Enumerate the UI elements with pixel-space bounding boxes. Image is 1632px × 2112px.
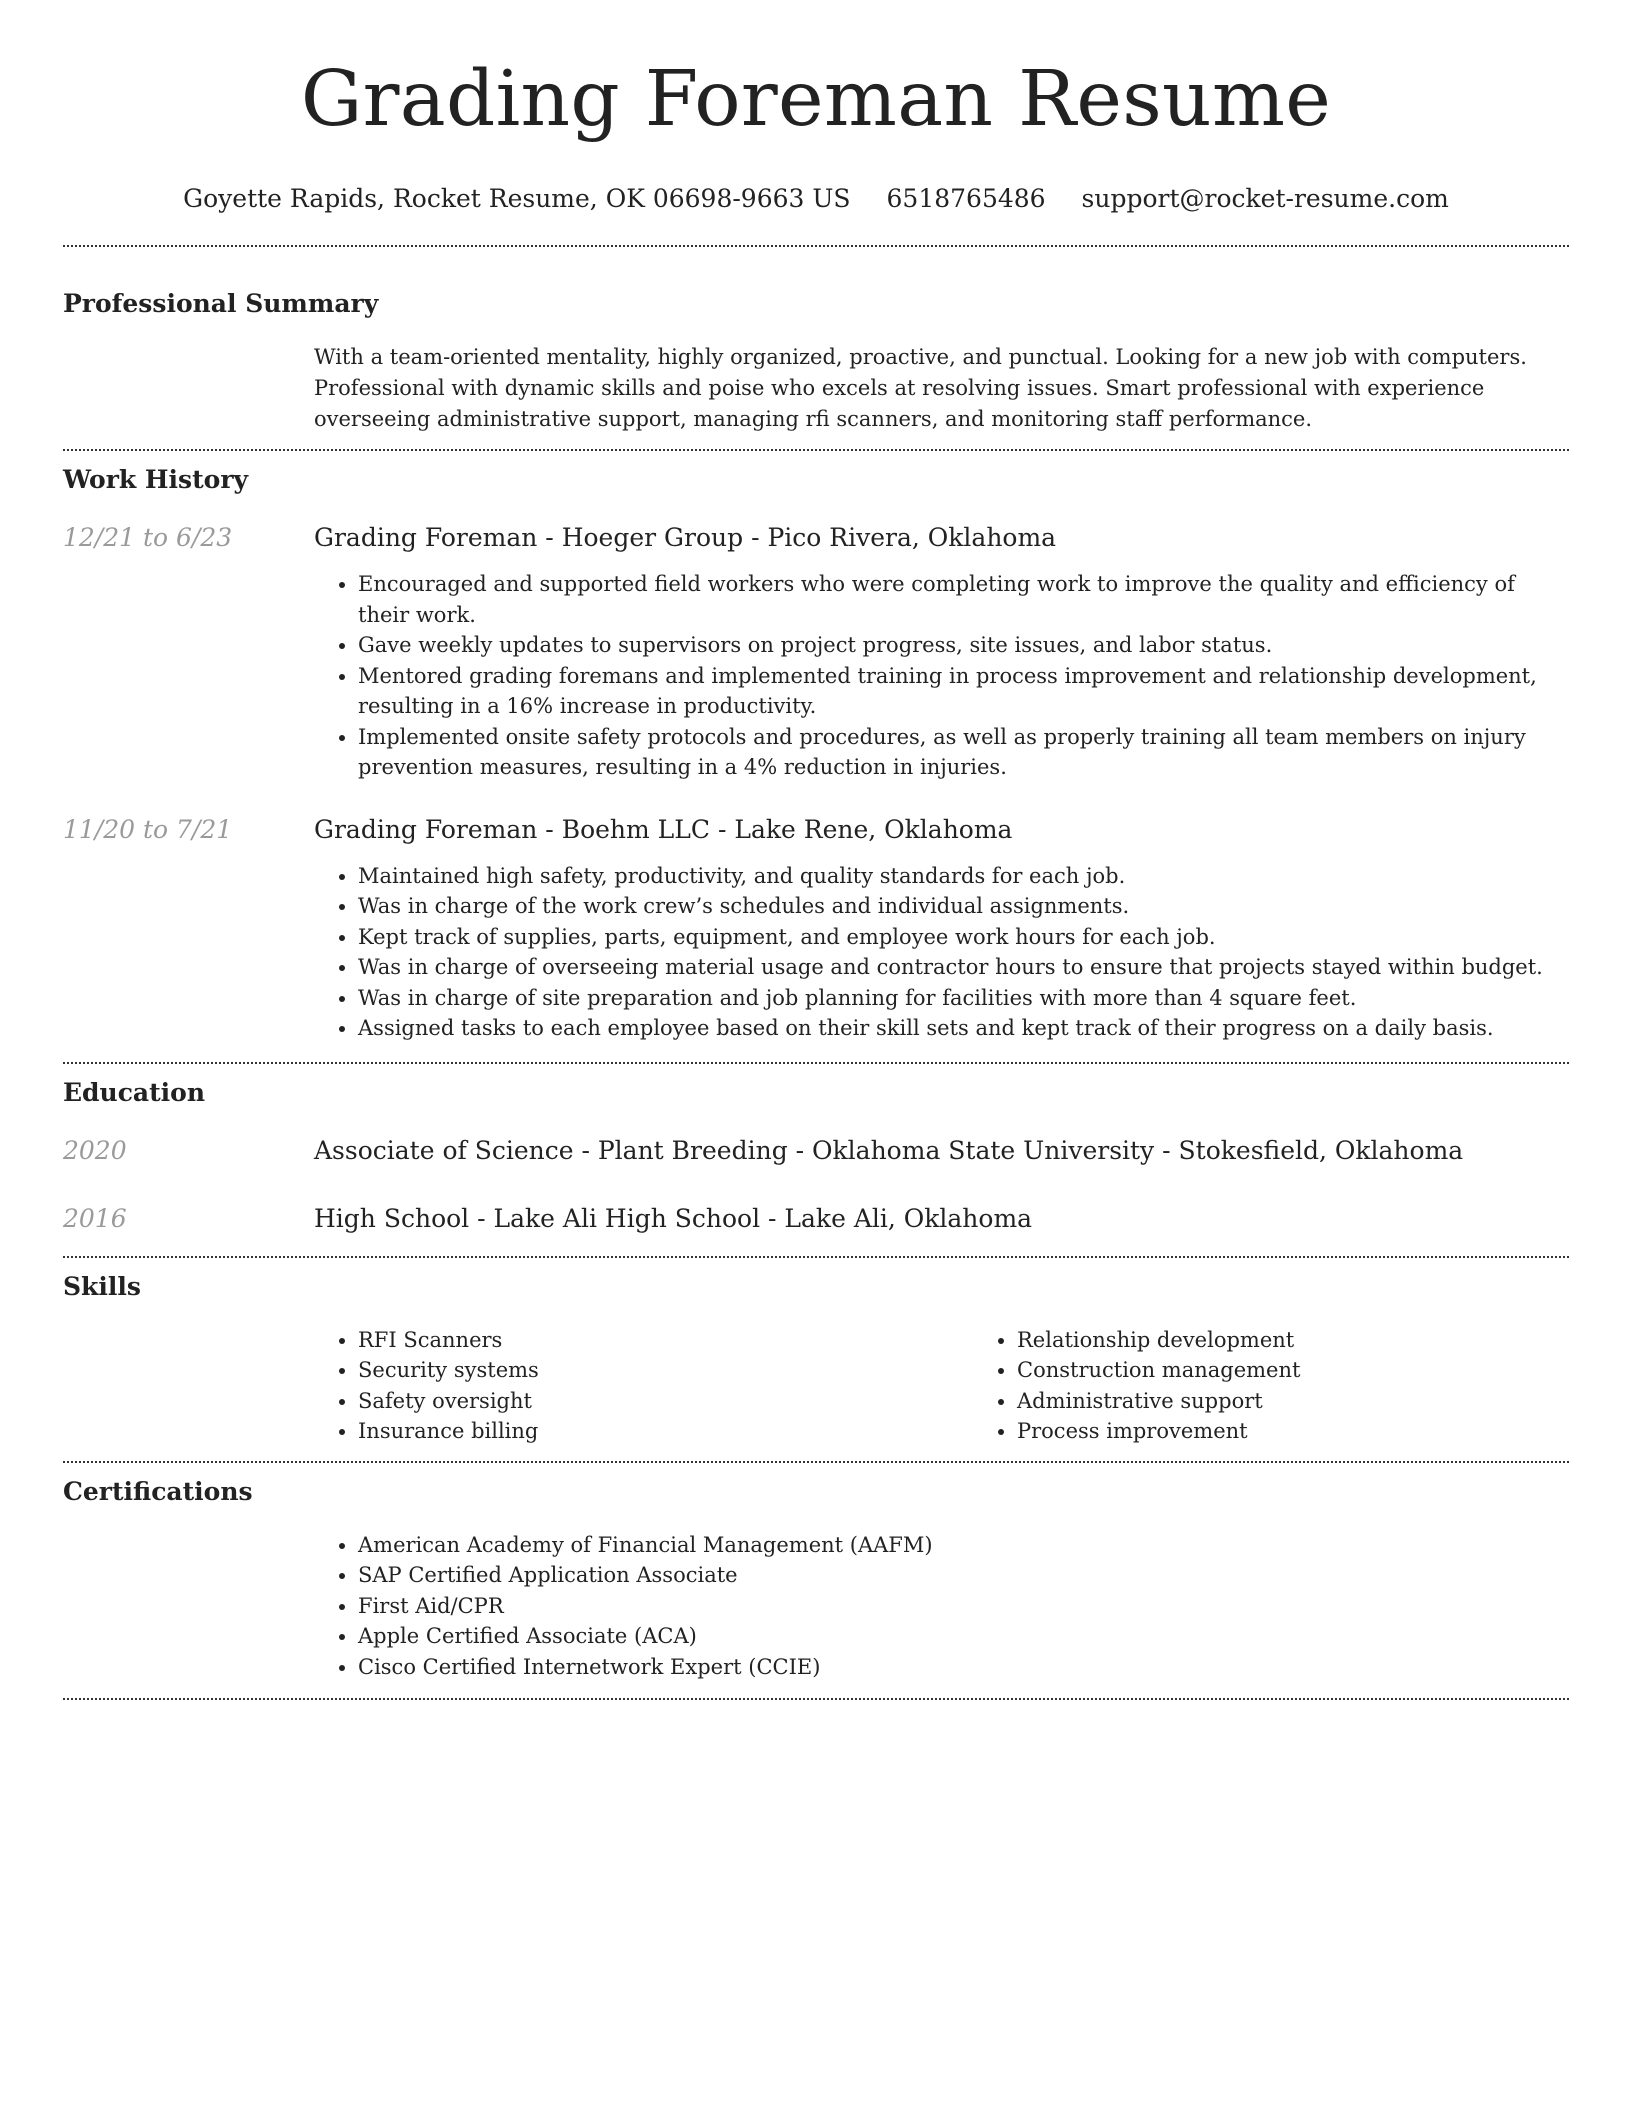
education-year: 2016 [63,1203,127,1233]
contact-address: Goyette Rapids, Rocket Resume, OK 06698-9663 US [183,184,851,213]
summary-section [63,247,1569,435]
list-item: • Cisco Certified Internetwork Expert (CCIE) [358,1652,1569,1683]
list-item: • Construction management [1017,1355,1632,1386]
skills-list-left [314,1325,973,1447]
skills-heading: Skills [63,1271,141,1301]
list-item: • First Aid/CPR [358,1591,1569,1622]
certifications-section [63,1463,1569,1683]
contact-email: support@rocket-resume.com [1081,184,1449,213]
education-details: High School - Lake Ali High School - Lake Ali, Oklahoma [314,1203,1033,1233]
list-item: • American Academy of Financial Management (AAFM) [358,1530,1569,1561]
list-item: • Implemented onsite safety protocols and procedures, as well as properly training all team members on injury prevention measures, resulting in a 4% reduction in injuries. [358,722,1569,783]
list-item: • Process improvement [1017,1416,1632,1447]
job-dates: 11/20 to 7/21 [63,814,233,844]
list-item: • Was in charge of the work crew’s schedules and individual assignments. [358,891,1569,922]
section-divider [63,1698,1569,1700]
certifications-heading: Certifications [63,1476,253,1506]
list-item: • RFI Scanners [358,1325,973,1356]
summary-text: With a team-oriented mentality, highly organized, proactive, and punctual. Looking for a new job with computers. Professional with dynamic skills and poise who excels at resolving issues. Smart professional with experience overseeing administrative support, managing rfi scanners, and monitoring staff performance. [314,345,1527,431]
job-duties-list [314,861,1569,1044]
contact-phone: 6518765486 [886,184,1046,213]
work-history-section [63,451,1569,1044]
list-item: • Encouraged and supported field workers who were completing work to improve the quality and efficiency of their work. [358,569,1569,630]
education-heading: Education [63,1077,206,1107]
job-title: Grading Foreman - Boehm LLC - Lake Rene, Oklahoma [314,814,1013,844]
work-history-heading: Work History [63,465,249,494]
list-item: • Was in charge of overseeing material usage and contractor hours to ensure that projects stayed within budget. [358,952,1569,983]
certifications-list [314,1530,1569,1683]
list-item: • Administrative support [1017,1386,1632,1417]
list-item: • Assigned tasks to each employee based on their skill sets and kept track of their progress on a daily basis. [358,1013,1569,1044]
skills-section [63,1258,1569,1447]
list-item: • Was in charge of site preparation and job planning for facilities with more than 4 square feet. [358,983,1569,1014]
education-year: 2020 [63,1135,127,1165]
list-item: • Apple Certified Associate (ACA) [358,1621,1569,1652]
list-item: • Security systems [358,1355,973,1386]
education-details: Associate of Science - Plant Breeding - Oklahoma State University - Stokesfield, Oklahoma [314,1135,1464,1165]
list-item: • SAP Certified Application Associate [358,1560,1569,1591]
list-item: • Insurance billing [358,1416,973,1447]
job-duties-list [314,569,1569,783]
job-title: Grading Foreman - Hoeger Group - Pico Rivera, Oklahoma [314,523,1057,552]
list-item: • Kept track of supplies, parts, equipment, and employee work hours for each job. [358,922,1569,953]
job-dates: 12/21 to 6/23 [63,523,233,552]
list-item: • Relationship development [1017,1325,1632,1356]
list-item: • Mentored grading foremans and implemented training in process improvement and relationship development, resulting in a 16% increase in productivity. [358,661,1569,722]
skills-list-right [973,1325,1632,1447]
summary-heading: Professional Summary [63,289,379,318]
contact-line [63,182,1569,216]
list-item: • Safety oversight [358,1386,973,1417]
education-entry [63,1134,1569,1168]
job-entry [63,521,1569,783]
education-entry [63,1202,1569,1236]
list-item: • Gave weekly updates to supervisors on project progress, site issues, and labor status. [358,630,1569,661]
list-item: • Maintained high safety, productivity, and quality standards for each job. [358,861,1569,892]
education-section [63,1064,1569,1236]
job-entry [63,813,1569,1044]
resume-title: Grading Foreman Resume [300,55,1332,144]
